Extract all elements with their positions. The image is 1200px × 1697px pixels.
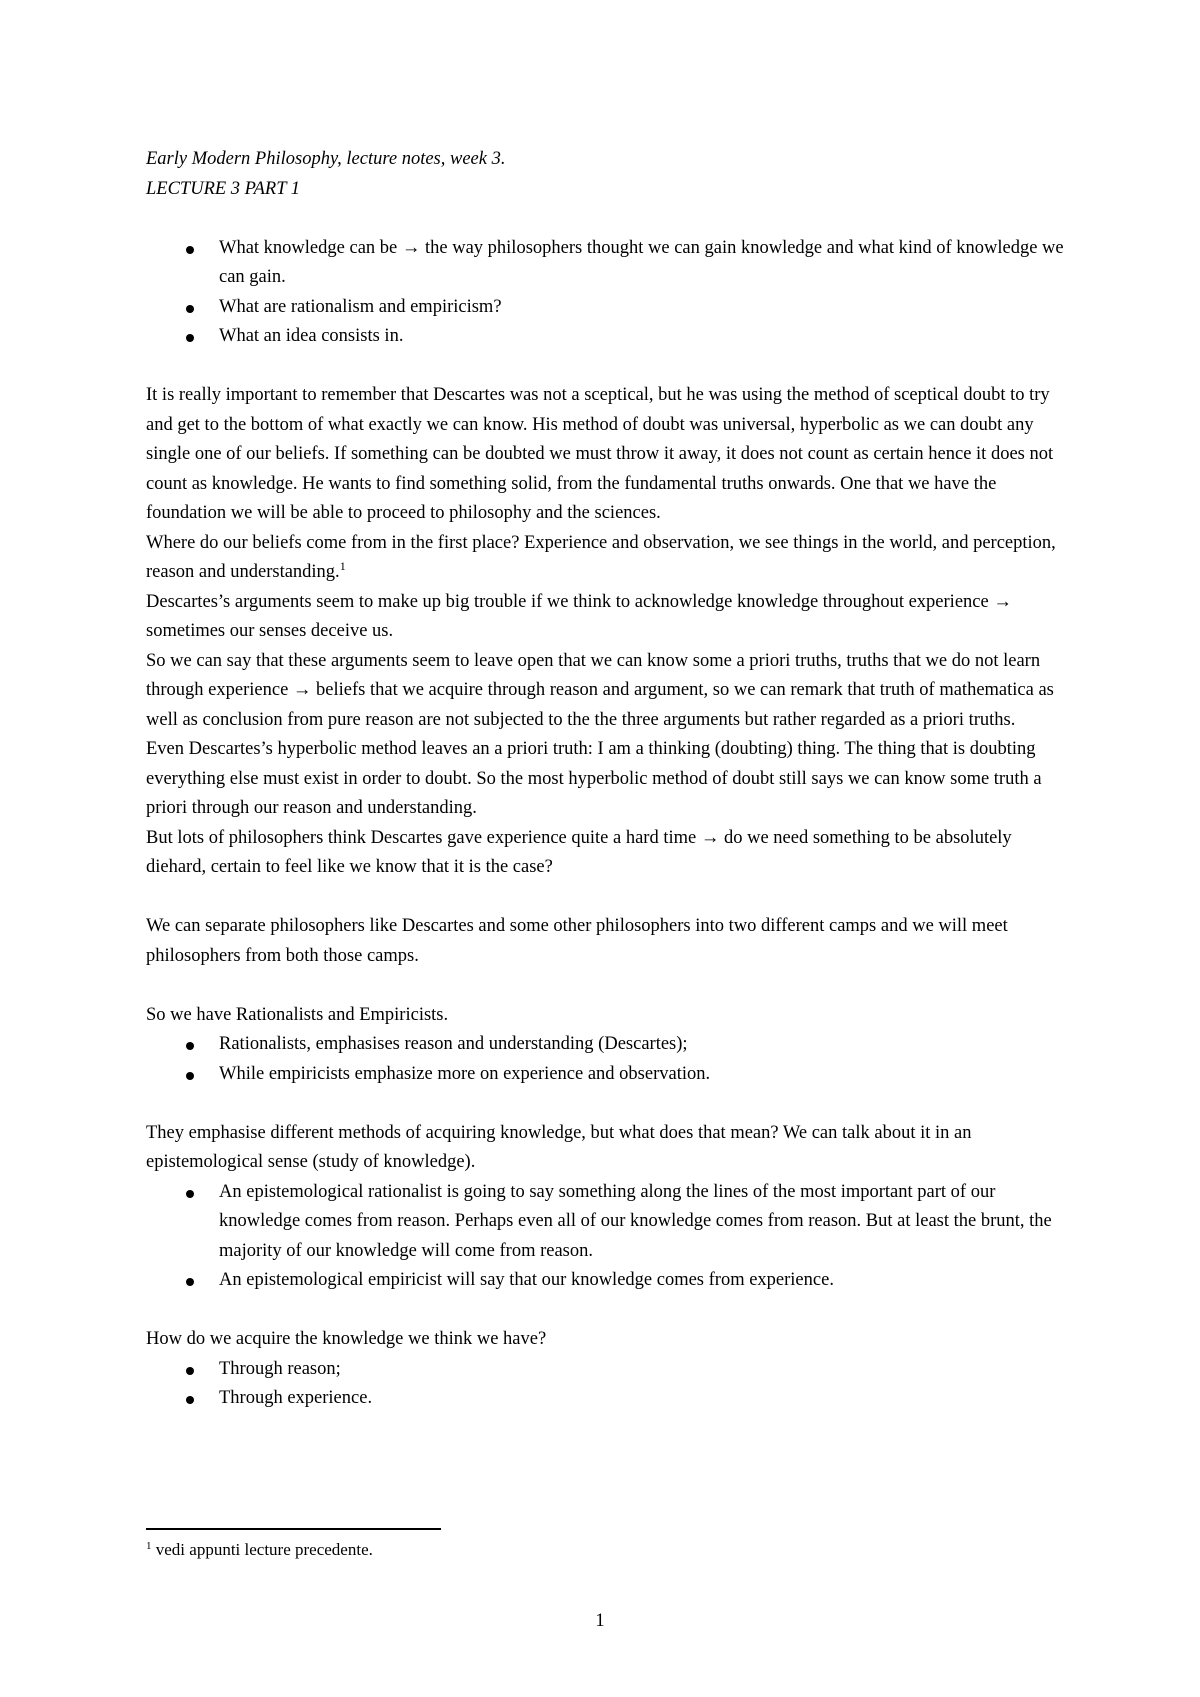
footnote-marker: 1	[146, 1540, 152, 1552]
lecture-title: LECTURE 3 PART 1	[146, 178, 301, 199]
acquire-bullet-list	[146, 1355, 1066, 1414]
intro-bullet-list	[146, 234, 1066, 352]
spacer	[146, 204, 1066, 234]
footnote-reference: 1	[339, 559, 346, 573]
list-item: What an idea consists in.	[146, 322, 1066, 352]
list-item: What knowledge can be → the way philosophers thought we can gain knowledge and what kind of knowledge we can gain.	[146, 234, 1066, 293]
paragraph: So we have Rationalists and Empiricists.	[146, 1004, 449, 1025]
spacer	[146, 352, 1066, 382]
list-item: Rationalists, emphasises reason and understanding (Descartes);	[146, 1030, 1066, 1060]
epistemology-bullet-list	[146, 1178, 1066, 1296]
spacer	[146, 883, 1066, 913]
paragraph: So we can say that these arguments seem to leave open that we can know some a priori truths, truths that we do not learn through experience → beliefs that we acquire through reason and argument, so we can remark that truth of mathematica as well as conclusion from pure reason are not subjected to the the three arguments but rather regarded as a priori truths.	[146, 650, 1054, 730]
list-item: Through reason;	[146, 1355, 1066, 1385]
paragraph	[146, 529, 1066, 588]
footnote-separator	[146, 1528, 441, 1530]
paragraph: They emphasise different methods of acquiring knowledge, but what does that mean? We can talk about it in an epistemological sense (study of knowledge).	[146, 1122, 972, 1172]
footnote	[146, 1538, 373, 1562]
paragraph: Even Descartes’s hyperbolic method leaves an a priori truth: I am a thinking (doubting) thing. The thing that is doubting everything else must exist in order to doubt. So the most hyperbolic method of doubt still says we can know some truth a priori through our reason and understanding.	[146, 739, 1042, 818]
paragraph: But lots of philosophers think Descartes gave experience quite a hard time → do we need something to be absolutely diehard, certain to feel like we know that it is the case?	[146, 827, 1012, 877]
page-number: 1	[595, 1611, 605, 1631]
paragraph: It is really important to remember that Descartes was not a sceptical, but he was using the method of sceptical doubt to try and get to the bottom of what exactly we can know. His method of doubt was universal, hyperbolic as we can doubt any single one of our beliefs. If something can be doubted we must throw it away, it does not count as certain hence it does not count as knowledge. He wants to find something solid, from the fundamental truths onwards. One that we have the foundation we will be able to proceed to philosophy and the sciences.	[146, 385, 1054, 523]
spacer	[146, 1089, 1066, 1119]
paragraph-text: Where do our beliefs come from in the first place? Experience and observation, we see things in the world, and perception, reason and understanding.	[146, 532, 1056, 582]
spacer	[146, 1296, 1066, 1326]
list-item: An epistemological rationalist is going to say something along the lines of the most important part of our knowledge comes from reason. Perhaps even all of our knowledge comes from reason. But at least the brunt, the majority of our knowledge will come from reason.	[146, 1178, 1066, 1267]
paragraph: We can separate philosophers like Descartes and some other philosophers into two different camps and we will meet philosophers from both those camps.	[146, 916, 1008, 966]
list-item: While empiricists emphasize more on experience and observation.	[146, 1060, 1066, 1090]
course-title: Early Modern Philosophy, lecture notes, week 3.	[146, 149, 506, 169]
paragraph: Descartes’s arguments seem to make up big trouble if we think to acknowledge knowledge throughout experience → sometimes our senses deceive us.	[146, 591, 1012, 641]
list-item: Through experience.	[146, 1384, 1066, 1414]
camps-bullet-list	[146, 1030, 1066, 1089]
footnote-text: vedi appunti lecture precedente.	[151, 1540, 373, 1559]
paragraph: How do we acquire the knowledge we think we have?	[146, 1329, 547, 1349]
document-body	[146, 145, 1066, 1414]
list-item: An epistemological empiricist will say that our knowledge comes from experience.	[146, 1266, 1066, 1296]
list-item: What are rationalism and empiricism?	[146, 293, 1066, 323]
spacer	[146, 971, 1066, 1001]
